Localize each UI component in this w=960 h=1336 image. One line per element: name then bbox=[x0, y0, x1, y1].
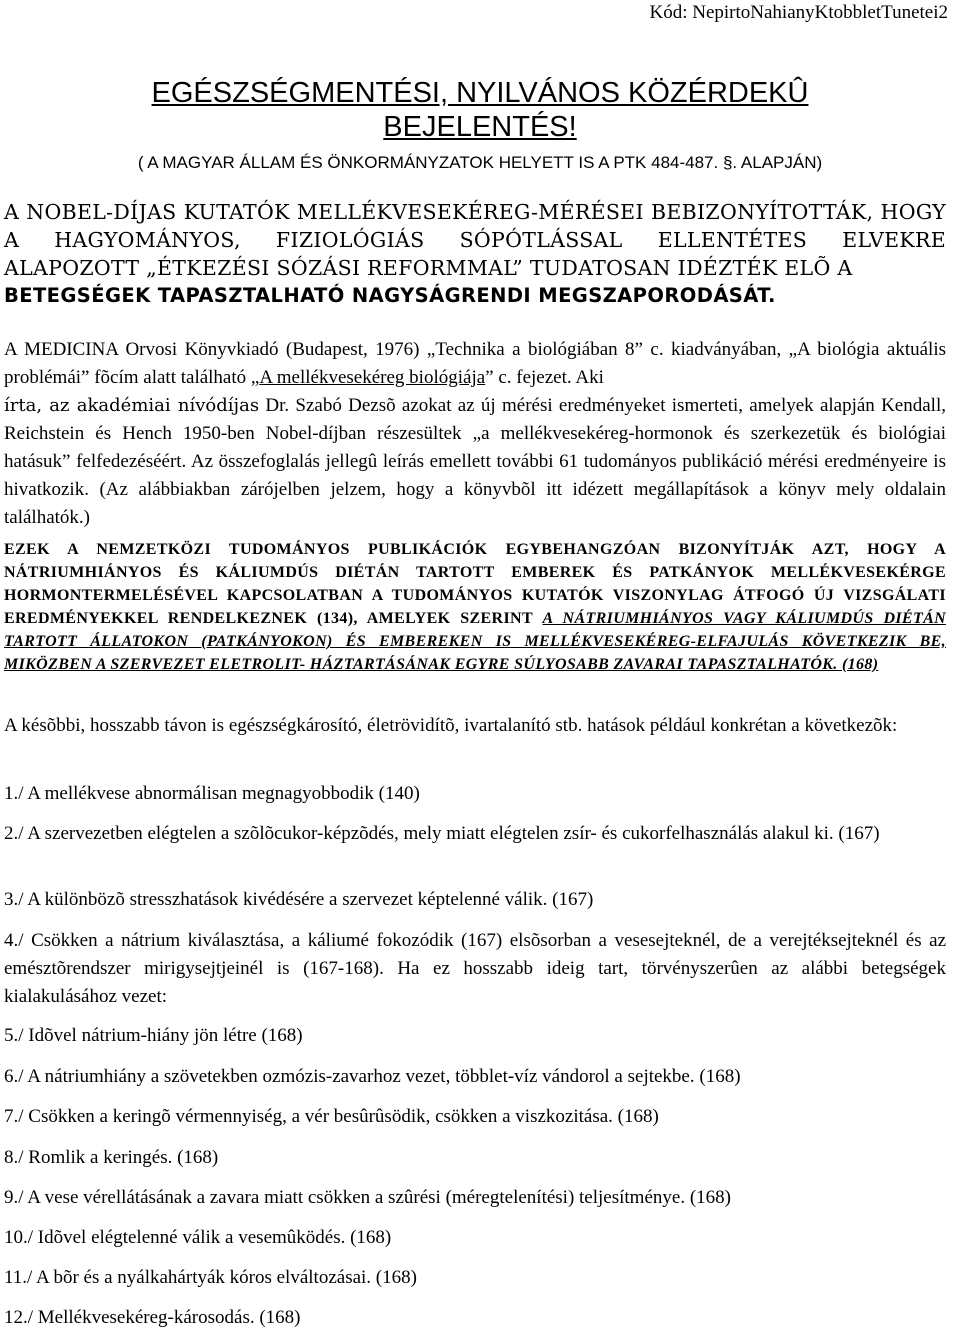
intro-part-4: Dr. Szabó Dezsõ azokat az új mérési eredményeket ismerteti, amelyek alapján Kendall, Reichstein és Hench 1950-ben Nobel-díjban részesültek „a mellékvesekéreg-hormonok és szerkezetük és biológiai hatásuk” felfedezéséért. Az összefoglalás jellegû leírás emellett további 61 tudományos publikáció mérési eredményeire is hivatkozik. (Az alábbiakban zárójelben jelzem, hogy a könyvbõl itt idézett megállapítások a könyv mely oldalain találhatók.) bbox=[4, 395, 946, 528]
lead-paragraph bbox=[4, 198, 946, 310]
list-item: 9./ A vese vérellátásának a zavara miatt csökken a szûrési (méregtelenítési) teljesítménye. (168) bbox=[4, 1187, 731, 1208]
document-code: Kód: NepirtoNahianyKtobbletTunetei2 bbox=[649, 2, 948, 23]
consequences-intro: A késõbbi, hosszabb távon is egészségkárosító, életrövidítõ, ivartalanító stb. hatások például konkrétan a következõk: bbox=[4, 715, 898, 736]
document-subtitle: ( A MAGYAR ÁLLAM ÉS ÖNKORMÁNYZATOK HELYETT IS A PTK 484-487. §. ALAPJÁN) bbox=[137, 153, 823, 172]
list-item: 2./ A szervezetben elégtelen a szõlõcukor-képzõdés, mely miatt elégtelen zsír- és cukorfelhasználás alakul ki. (167) bbox=[4, 823, 880, 844]
title-line-1: EGÉSZSÉGMENTÉSI, NYILVÁNOS KÖZÉRDEKÛ bbox=[151, 77, 809, 109]
chapter-link: A mellékvesekéreg biológiája bbox=[259, 367, 486, 388]
title-line-2: BEJELENTÉS! bbox=[383, 111, 577, 143]
list-item: 7./ Csökken a keringõ vérmennyiség, a vér besûrûsödik, csökken a viszkozitása. (168) bbox=[4, 1106, 659, 1127]
emphasis-part-1: EZEK A NEMZETKÖZI TUDOMÁNYOS PUBLIKÁCIÓK EGYBEHANGZÓAN BIZONYÍTJÁK AZT, HOGY A NÁTRIUMHIÁNYOS ÉS KÁLIUMDÚS DIÉTÁN TARTOTT EMBEREK ÉS PATKÁNYOK MELLÉKVESEKÉRGE HORMONTERMELÉSÉVEL KAPCSOLATBAN A TUDOMÁNYOS KUTATÓK VISZONYLAG ÁTFOGÓ ÚJ VIZSGÁLATI EREDMÉNYEKKEL RENDELKEZNEK (134), AMELYEK SZERINT bbox=[4, 541, 946, 627]
lead-text: A NOBEL-DÍJAS KUTATÓK MELLÉKVESEKÉREG-MÉRÉSEI BEBIZONYÍTOTTÁK, HOGY A HAGYOMÁNYOS, FIZIOLÓGIÁS SÓPÓTLÁSSAL ELLENTÉTES ELVEKRE ALAPOZOTT „ÉTKEZÉSI SÓZÁSI REFORMMAL” TUDATOSAN IDÉZTÉK ELÕ A bbox=[4, 200, 946, 280]
emphasis-part-2: A NÁTRIUMHIÁNYOS VAGY KÁLIUMDÚS DIÉTÁN TARTOTT ÁLLATOKON (PATKÁNYOKON) ÉS EMBEREKEN IS MELLÉKVESEKÉREG-ELFAJULÁS KÖVETKEZIK BE, MIKÖZBEN A SZERVEZET ELETROLIT- HÁZTARTÁSÁNAK EGYRE SÚLYOSABB ZAVARAI TAPASZTALHATÓK. (168) bbox=[4, 610, 947, 673]
list-item: 5./ Idõvel nátrium-hiány jön létre (168) bbox=[4, 1025, 303, 1046]
emphasis-paragraph bbox=[4, 538, 946, 676]
list-item: 10./ Idõvel elégtelenné válik a vesemûködés. (168) bbox=[4, 1227, 392, 1248]
intro-part-3: írta, az akadémiai nívódíjas bbox=[4, 395, 260, 416]
list-item: 12./ Mellékvesekéreg-károsodás. (168) bbox=[4, 1307, 301, 1328]
list-item: 11./ A bõr és a nyálkahártyák kóros elváltozásai. (168) bbox=[4, 1267, 417, 1288]
intro-part-1: A MEDICINA Orvosi Könyvkiadó (Budapest, 1976) „Technika a biológiában 8” c. kiadványában, „A biológia aktuális problémái” fõcím alatt található „ bbox=[4, 339, 946, 388]
intro-part-2: ” c. fejezet. Aki bbox=[485, 367, 604, 388]
list-item: 8./ Romlik a keringés. (168) bbox=[4, 1147, 219, 1168]
list-item: 6./ A nátriumhiány a szövetekben ozmózis-zavarhoz vezet, többlet-víz vándorol a sejtekbe. (168) bbox=[4, 1066, 741, 1087]
list-item: 4./ Csökken a nátrium kiválasztása, a káliumé fokozódik (167) elsõsorban a vesesejteknél, de a verejtéksejteknél és az emésztõrendszer mirigysejtjeinél is (167-168). Ha ez hosszabb ideig tart, törvényszerûen az alábbi betegségek kialakulásához vezet: bbox=[4, 930, 946, 1007]
intro-paragraph bbox=[4, 336, 946, 532]
list-item: 1./ A mellékvese abnormálisan megnagyobbodik (140) bbox=[4, 783, 420, 804]
lead-last-line: BETEGSÉGEK TAPASZTALHATÓ NAGYSÁGRENDI MEGSZAPORODÁSÁT. bbox=[4, 284, 776, 307]
document-title bbox=[0, 76, 960, 144]
list-item: 3./ A különbözõ stresszhatások kivédésére a szervezet képtelenné válik. (167) bbox=[4, 889, 594, 910]
